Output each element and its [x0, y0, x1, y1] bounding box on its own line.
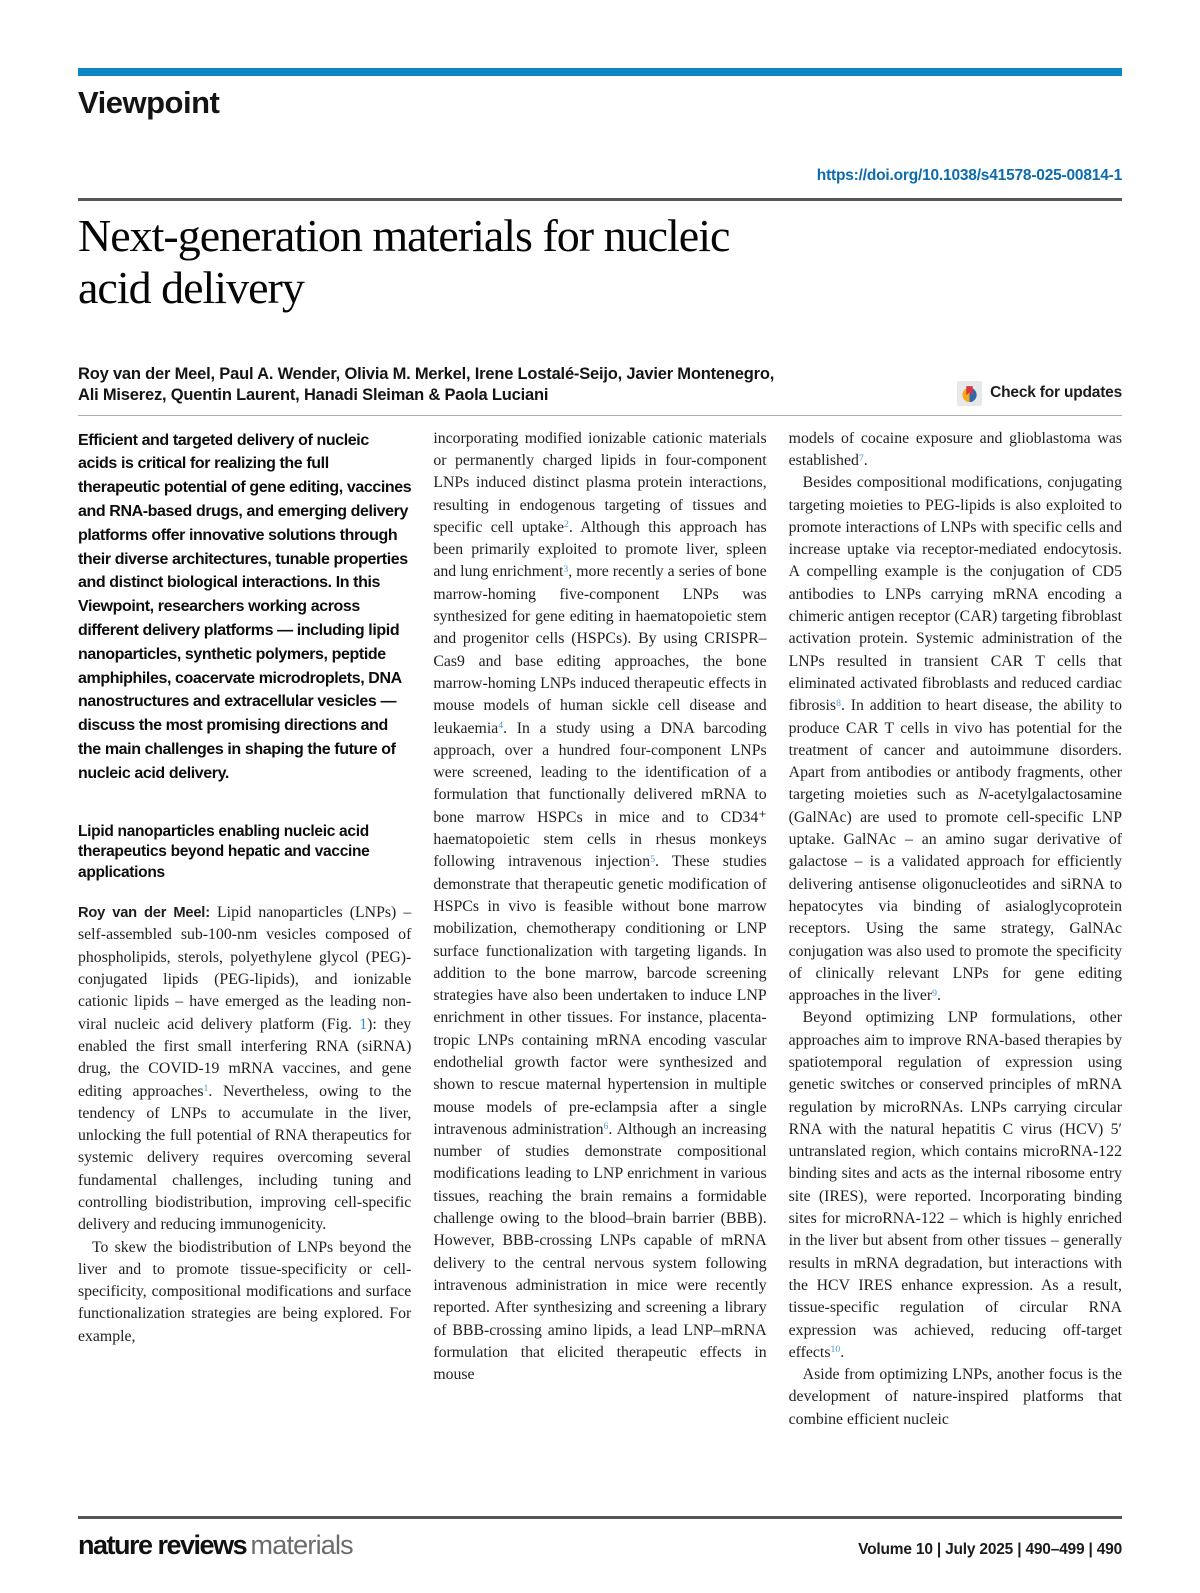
- doi-link[interactable]: https://doi.org/10.1038/s41578-025-00814-1: [816, 167, 1122, 184]
- issue-info-text: Volume 10 | July 2025 | 490–499 |: [858, 1541, 1097, 1558]
- check-for-updates-label: Check for updates: [990, 384, 1122, 401]
- brand-blue-bar: [78, 68, 1122, 76]
- header-rule: [78, 198, 1122, 201]
- body-column-1: [78, 423, 411, 1431]
- author-list: Roy van der Meel, Paul A. Wender, Olivia M. Merkel, Irene Lostalé-Seijo, Javier Montenegro, Ali Miserez, Quentin Laurent, Hanadi Sleiman & Paola Luciani: [78, 364, 775, 404]
- page-footer: [78, 1516, 1122, 1561]
- paragraph: incorporating modified ionizable cationic materials or permanently charged lipids in four-component LNPs induced distinct plasma protein interactions, resulting in endogenous targeting of tissues and specific cell uptake$^2$. Although this approach has been primarily exploited to promote liver, spleen and lung enrichment$^3$, more recently a series of bone marrow-homing five-component LNPs was synthesized for gene editing in haematopoietic stem and progenitor cells (HSPCs). By using CRISPR–Cas9 and base editing approaches, the bone marrow-homing LNPs induced therapeutic effects in mouse models of human sickle cell disease and leukaemia$^4$. In a study using a DNA barcoding approach, over a hundred four-component LNPs were screened, leading to the identification of a formulation that functionally delivered mRNA to bone marrow HSPCs in mice and to CD34⁺ haematopoietic stem cells in rhesus monkeys following intravenous injection$^5$. These studies demonstrate that therapeutic genetic modification of HSPCs in vivo is feasible without bone marrow mobilization, chemotherapy conditioning or LNP surface functionalization with targeting ligands. In addition to the bone marrow, barcode screening strategies have also been undertaken to induce LNP enrichment in other tissues. For instance, placenta-tropic LNPs containing mRNA encoding vascular endothelial growth factor were synthesized and shown to rescue maternal hypertension in multiple mouse models of pre-eclampsia after a single intravenous administration$^6$. Although an increasing number of studies demonstrate compositional modifications leading to LNP enrichment in various tissues, reaching the brain remains a formidable challenge owing to the blood–brain barrier (BBB). However, BBB-crossing LNPs capable of mRNA delivery to the central nervous system following intravenous administration in mice were recently reported. After synthesizing and screening a library of BBB-crossing amino lipids, a lead LNP–mRNA formulation that elicited therapeutic effects in mouse: [433, 429, 767, 1384]
- journal-brand-light: materials: [250, 1530, 353, 1560]
- paragraph: Roy van der Meel: Lipid nanoparticles (LNPs) – self-assembled sub-100-nm vesicles composed of phospholipids, sterols, polyethylene glycol (PEG)-conjugated lipids (PEG-lipids), and ionizable cationic lipids – have emerged as the leading non-viral nucleic acid delivery platform (Fig. 1): they enabled the first small interfering RNA (siRNA) drug, the COVID-19 mRNA vaccines, and gene editing approaches$^1$. Nevertheless, owing to the tendency of LNPs to accumulate in the liver, unlocking the full potential of RNA therapeutics for systemic delivery requires overcoming several fundamental challenges, including tuning and controlling biodistribution, improving cell-specific delivery and reducing immunogenicity.: [78, 904, 412, 1234]
- crossmark-icon: [957, 381, 982, 406]
- paragraph: Aside from optimizing LNPs, another focus is the development of nature-inspired platforms that combine efficient nucleic: [788, 1366, 1122, 1428]
- paragraph: Besides compositional modifications, conjugating targeting moieties to PEG-lipids is also exploited to promote interactions of LNPs with specific cells and increase uptake via receptor-mediated endocytosis. A compelling example is the conjugation of CD5 antibodies to LNPs carrying mRNA encoding a chimeric antigen receptor (CAR) targeting fibroblast activation protein. Systemic administration of the LNPs resulted in transient CAR T cells that eliminated activated fibroblasts and reduced cardiac fibrosis$^8$. In addition to heart disease, the ability to produce CAR T cells in vivo has potential for the treatment of cancer and autoimmune disorders. Apart from antibodies or antibody fragments, other targeting moieties such as N-acetylgalactosamine (GalNAc) are used to promote cell-specific LNP uptake. GalNAc – an amino sugar derivative of galactose – is a validated approach for efficiently delivering antisense oligonucleotides and siRNA to hepatocytes via binding of asialoglycoprotein receptors. Using the same strategy, GalNAc conjugation was also used to promote the specificity of clinically relevant LNPs for gene editing approaches in the liver$^9$.: [788, 474, 1122, 1005]
- article-title: Next-generation materials for nucleic acid delivery: [78, 209, 730, 313]
- article-body: [78, 423, 1122, 1431]
- lead-paragraph: Efficient and targeted delivery of nucleic acids is critical for realizing the full therapeutic potential of gene editing, vaccines and RNA-based drugs, and emerging delivery platforms offer innovative solutions through their diverse architectures, tunable properties and distinct biological interactions. In this Viewpoint, researchers working across different delivery platforms — including lipid nanoparticles, synthetic polymers, peptide amphiphiles, coacervate microdroplets, DNA nanostructures and extracellular vesicles — discuss the most promising directions and the main challenges in shaping the future of nucleic acid delivery.: [78, 431, 412, 782]
- byline-rule: [78, 415, 1122, 416]
- paragraph: To skew the biodistribution of LNPs beyond the liver and to promote tissue-specificity or cell-specificity, compositional modifications and surface functionalization strategies are being explored. For example,: [78, 1238, 412, 1345]
- journal-brand: [78, 1530, 353, 1561]
- footer-rule: [78, 1516, 1122, 1519]
- body-column-3: [789, 423, 1122, 1431]
- journal-brand-bold: nature reviews: [78, 1530, 247, 1560]
- paragraph: models of cocaine exposure and glioblastoma was established$^7$.: [788, 429, 1122, 469]
- article-type-kicker: Viewpoint: [78, 85, 220, 120]
- page-number: 490: [1096, 1541, 1122, 1558]
- section-heading: Lipid nanoparticles enabling nucleic acid therapeutics beyond hepatic and vaccine applications: [78, 822, 370, 881]
- check-for-updates-button[interactable]: [957, 381, 1122, 406]
- body-column-2: [433, 423, 766, 1431]
- paragraph: Beyond optimizing LNP formulations, other approaches aim to improve RNA-based therapies by spatiotemporal regulation of expression using genetic switches or conserved principles of mRNA regulation by microRNAs. LNPs carrying circular RNA with the natural hepatitis C virus (HCV) 5′ untranslated region, which contains microRNA-122 binding sites and acts as the internal ribosome entry site (IRES), were reported. Incorporating binding sites for microRNA-122 – which is highly enriched in the liver but absent from other tissues – generally results in mRNA degradation, but interactions with the HCV IRES enhance expression. As a result, tissue-specific regulation of circular RNA expression was achieved, reducing off-target effects$^{10}$.: [788, 1009, 1122, 1361]
- issue-info: [858, 1541, 1122, 1559]
